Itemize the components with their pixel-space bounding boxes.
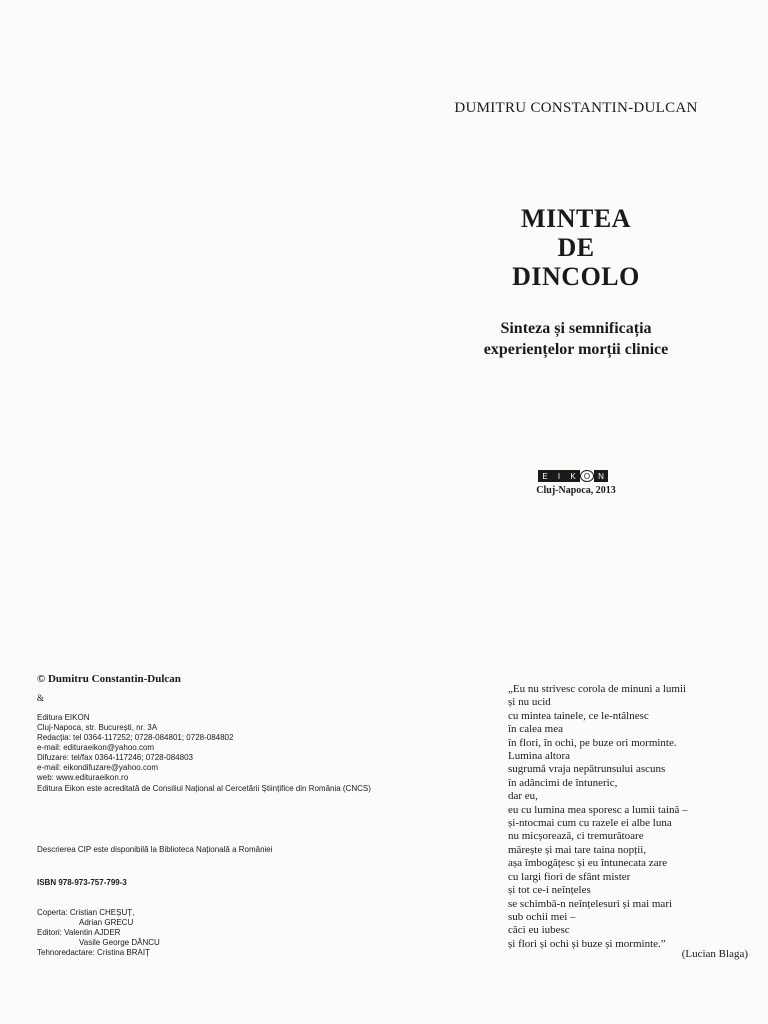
poem-line: în adâncimi de întuneric,	[508, 776, 618, 789]
credit-line: Adrian GRECU	[79, 918, 134, 927]
contact-line: Cluj-Napoca, str. București, nr. 3A	[37, 723, 158, 732]
title-line: DE	[557, 233, 595, 262]
poem-line: sugrumă vraja nepătrunsului ascuns	[508, 763, 666, 776]
book-subtitle	[384, 318, 768, 360]
contact-line: e-mail: eikondifuzare@yahoo.com	[37, 763, 159, 772]
epigraph-poem	[508, 683, 688, 951]
subtitle-line: experiențelor morții clinice	[483, 341, 669, 358]
subtitle-line: Sinteza și semnificația	[500, 320, 652, 337]
contact-line: e-mail: edituraeikon@yahoo.com	[37, 743, 155, 752]
credit-line: Tehnoredactare: Cristina BRAIȚ	[37, 948, 150, 957]
poem-line: eu cu lumina mea sporesc a lumii taină –	[508, 803, 688, 816]
poem-line: în calea mea	[508, 723, 563, 736]
contact-line: Redacția: tel 0364-117252; 0728-084801; 0728-084802	[37, 733, 234, 742]
poem-line: mărește și mai tare taina nopții,	[508, 843, 647, 856]
credits-list	[37, 908, 160, 958]
accreditation-note: Editura Eikon este acreditată de Consiliul Național al Cercetării Științifice din România (CNCS)	[37, 784, 371, 793]
copyright-notice: © Dumitru Constantin-Dulcan	[37, 673, 181, 685]
poem-attribution: (Lucian Blaga)	[681, 948, 748, 960]
poem-line: și flori și ochi și buze și morminte.”	[508, 937, 666, 950]
poem-line: dar eu,	[508, 790, 538, 803]
poem-line: cu mintea tainele, ce le-ntâlnesc	[508, 709, 649, 722]
ampersand: &	[37, 693, 45, 703]
title-line: DINCOLO	[512, 262, 640, 291]
poem-line: și nu ucid	[508, 696, 551, 709]
poem-line: în flori, în ochi, pe buze ori morminte.	[508, 736, 677, 749]
poem-line: se schimbă-n neînțelesuri și mai mari	[508, 897, 673, 910]
contact-line: Difuzare: tel/fax 0364-117246; 0728-084803	[37, 753, 193, 762]
poem-line: sub ochii mei –	[508, 910, 576, 923]
publisher-logo	[538, 470, 608, 482]
logo-letter: K	[566, 470, 580, 482]
credit-line: Editori: Valentin AJDER	[37, 928, 121, 937]
author-name: DUMITRU CONSTANTIN-DULCAN	[454, 100, 698, 116]
poem-line: așa îmbogățesc și eu întunecata zare	[508, 857, 668, 870]
poem-line: cu largi fiori de sfânt mister	[508, 870, 631, 883]
poem-line: căci eu iubesc	[508, 924, 570, 937]
poem-line: „Eu nu strivesc corola de minuni a lumii	[508, 683, 687, 695]
cip-note: Descrierea CIP este disponibilă la Biblioteca Națională a României	[37, 845, 273, 854]
credit-line: Coperta: Cristian CHEȘUȚ,	[37, 908, 135, 917]
publisher-contact	[37, 713, 233, 783]
logo-letter: O	[580, 470, 594, 482]
logo-letter: N	[594, 470, 608, 482]
title-line: MINTEA	[521, 204, 631, 233]
poem-line: și tot ce-i neînțeles	[508, 884, 591, 897]
logo-letter: E	[538, 470, 552, 482]
contact-line: Editura EIKON	[37, 713, 90, 722]
isbn: ISBN 978-973-757-799-3	[37, 878, 127, 887]
logo-letter: I	[552, 470, 566, 482]
credit-line: Vasile George DÂNCU	[79, 938, 160, 947]
poem-line: și-ntocmai cum cu razele ei albe luna	[508, 817, 672, 830]
poem-line: Lumina altora	[508, 750, 571, 763]
book-title	[384, 204, 768, 291]
contact-line: web: www.edituraeikon.ro	[37, 773, 129, 782]
poem-line: nu micșorează, ci tremurătoare	[508, 830, 644, 843]
place-year: Cluj-Napoca, 2013	[536, 485, 616, 496]
